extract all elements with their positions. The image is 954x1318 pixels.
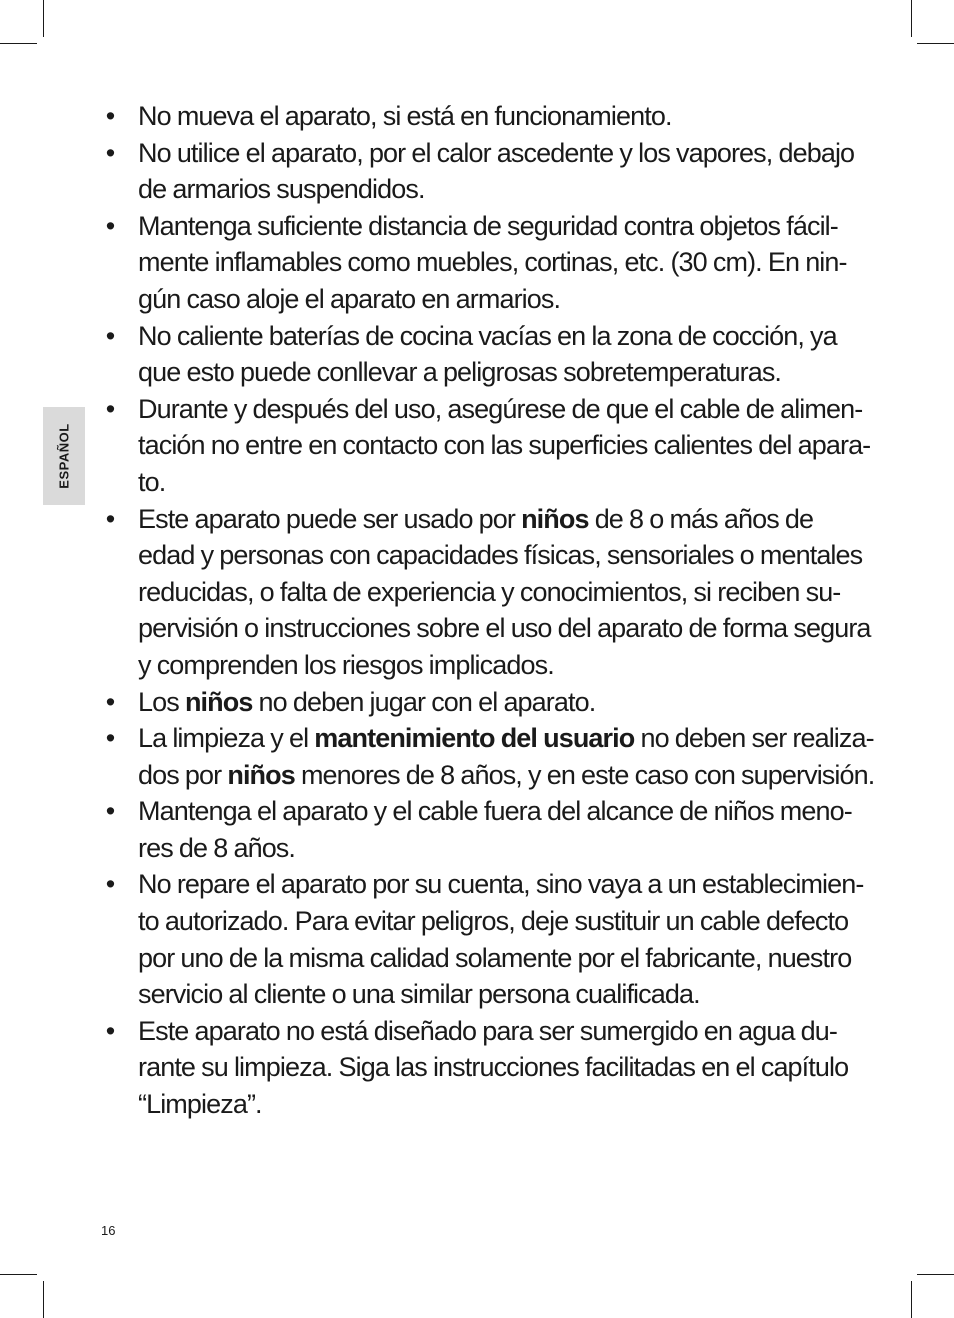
list-item bbox=[100, 866, 864, 1012]
text-segment: to autorizado. Para evitar peligros, deje sustituir un cable defecto bbox=[138, 906, 849, 937]
text-line bbox=[138, 757, 875, 794]
text-line bbox=[138, 610, 871, 647]
text-segment: rante su limpieza. Siga las instrucciones facilitadas en el capítulo bbox=[138, 1052, 849, 1083]
text-line bbox=[138, 1049, 860, 1086]
text-segment: Este aparato puede ser usado por bbox=[138, 503, 522, 534]
crop-mark-top-right-horizontal bbox=[917, 43, 954, 44]
text-line bbox=[138, 281, 860, 318]
language-side-tab-label: ESPAÑOL bbox=[56, 423, 72, 489]
text-line bbox=[138, 793, 860, 830]
text-segment: reducidas, o falta de experiencia y conocimientos, si reciben su- bbox=[138, 576, 841, 607]
text-segment: tación no entre en contacto con las superficies calientes del apara- bbox=[138, 430, 871, 461]
text-line bbox=[138, 318, 860, 355]
list-item bbox=[100, 793, 860, 866]
crop-mark-bottom-left-vertical bbox=[43, 1281, 44, 1318]
crop-mark-top-right-vertical bbox=[911, 0, 912, 37]
list-item bbox=[100, 208, 860, 318]
text-line bbox=[138, 391, 863, 428]
list-item bbox=[100, 391, 871, 501]
list-item bbox=[100, 684, 860, 721]
text-segment: No utilice el aparato, por el calor ascedente y los vapores, debajo bbox=[138, 137, 855, 168]
bullet-marker: • bbox=[105, 723, 115, 754]
text-segment: gún caso aloje el aparato en armarios. bbox=[138, 283, 561, 314]
text-segment: que esto puede conllevar a peligrosas sobretemperaturas. bbox=[138, 357, 782, 388]
bullet-marker: • bbox=[105, 210, 115, 241]
text-line bbox=[138, 135, 860, 172]
bullet-marker: • bbox=[105, 393, 115, 424]
bullet-marker: • bbox=[105, 686, 115, 717]
text-line bbox=[138, 684, 860, 721]
text-segment: no deben jugar con el aparato. bbox=[252, 686, 596, 717]
text-segment: Durante y después del uso, asegúrese de que el cable de alimen- bbox=[138, 393, 863, 424]
text-segment: y comprenden los riesgos implicados. bbox=[138, 649, 554, 680]
text-segment: Los bbox=[138, 686, 185, 717]
crop-mark-bottom-left-horizontal bbox=[0, 1274, 37, 1275]
text-segment: Mantenga el aparato y el cable fuera del alcance de niños meno- bbox=[138, 796, 852, 827]
text-line bbox=[138, 501, 860, 538]
crop-mark-top-left-horizontal bbox=[0, 43, 37, 44]
text-line bbox=[138, 866, 864, 903]
bullet-marker: • bbox=[105, 137, 115, 168]
text-line bbox=[138, 720, 874, 757]
text-segment: No repare el aparato por su cuenta, sino vaya a un establecimien- bbox=[138, 869, 864, 900]
list-item bbox=[100, 135, 860, 208]
text-segment: no deben ser realiza- bbox=[634, 723, 874, 754]
text-line bbox=[138, 903, 860, 940]
text-segment: de armarios suspendidos. bbox=[138, 174, 425, 205]
bullet-marker: • bbox=[105, 101, 115, 131]
emphasized-text: niños bbox=[521, 503, 589, 534]
bullet-marker: • bbox=[105, 1015, 115, 1046]
text-segment: pervisión o instrucciones sobre el uso del aparato de forma segura bbox=[138, 613, 871, 644]
list-item bbox=[100, 501, 871, 684]
text-segment: No mueva el aparato, si está en funcionamiento. bbox=[138, 101, 672, 131]
text-line bbox=[138, 1013, 860, 1050]
page-number: 16 bbox=[101, 1223, 116, 1238]
text-line bbox=[138, 208, 860, 245]
list-item bbox=[100, 720, 875, 793]
language-side-tab bbox=[43, 407, 85, 505]
list-item bbox=[100, 98, 860, 135]
crop-mark-bottom-right-vertical bbox=[911, 1281, 912, 1318]
safety-instructions bbox=[100, 98, 875, 1123]
bullet-marker: • bbox=[105, 796, 115, 827]
bullet-marker: • bbox=[105, 869, 115, 900]
text-line bbox=[138, 830, 860, 867]
text-line bbox=[138, 976, 860, 1013]
text-line bbox=[138, 1086, 860, 1123]
emphasized-text: mantenimiento del usuario bbox=[314, 723, 635, 754]
text-line bbox=[138, 464, 860, 501]
text-line bbox=[138, 647, 860, 684]
text-line bbox=[138, 537, 863, 574]
text-segment: Mantenga suficiente distancia de seguridad contra objetos fácil- bbox=[138, 210, 838, 241]
bullet-marker: • bbox=[105, 503, 115, 534]
text-segment: dos por bbox=[138, 759, 228, 790]
emphasized-text: niños bbox=[184, 686, 253, 717]
bullet-marker: • bbox=[105, 320, 115, 351]
list-item bbox=[100, 318, 860, 391]
text-line bbox=[138, 171, 860, 208]
text-line bbox=[138, 574, 860, 611]
text-line bbox=[138, 354, 860, 391]
crop-mark-bottom-right-horizontal bbox=[917, 1274, 954, 1275]
text-segment: res de 8 años. bbox=[138, 832, 296, 863]
text-segment: No caliente baterías de cocina vacías en la zona de cocción, ya bbox=[138, 320, 837, 351]
safety-bullet-list bbox=[100, 98, 875, 1123]
text-segment: “Limpieza”. bbox=[138, 1089, 262, 1120]
list-item bbox=[100, 1013, 860, 1123]
text-segment: Este aparato no está diseñado para ser sumergido en agua du- bbox=[138, 1015, 838, 1046]
text-segment: edad y personas con capacidades físicas, sensoriales o mentales bbox=[138, 540, 863, 571]
text-line bbox=[138, 244, 860, 281]
text-segment: servicio al cliente o una similar persona cualificada. bbox=[138, 979, 700, 1010]
text-segment: de 8 o más años de bbox=[588, 503, 814, 534]
text-segment: mente inflamables como muebles, cortinas, etc. (30 cm). En nin- bbox=[138, 247, 847, 278]
crop-mark-top-left-vertical bbox=[43, 0, 44, 37]
text-line bbox=[138, 98, 860, 135]
text-line bbox=[138, 427, 871, 464]
emphasized-text: niños bbox=[227, 759, 295, 790]
text-segment: menores de 8 años, y en este caso con supervisión. bbox=[294, 759, 875, 790]
text-line bbox=[138, 940, 860, 977]
text-segment: to. bbox=[138, 466, 166, 497]
text-segment: por uno de la misma calidad solamente por el fabricante, nuestro bbox=[138, 942, 852, 973]
text-segment: La limpieza y el bbox=[138, 723, 315, 754]
